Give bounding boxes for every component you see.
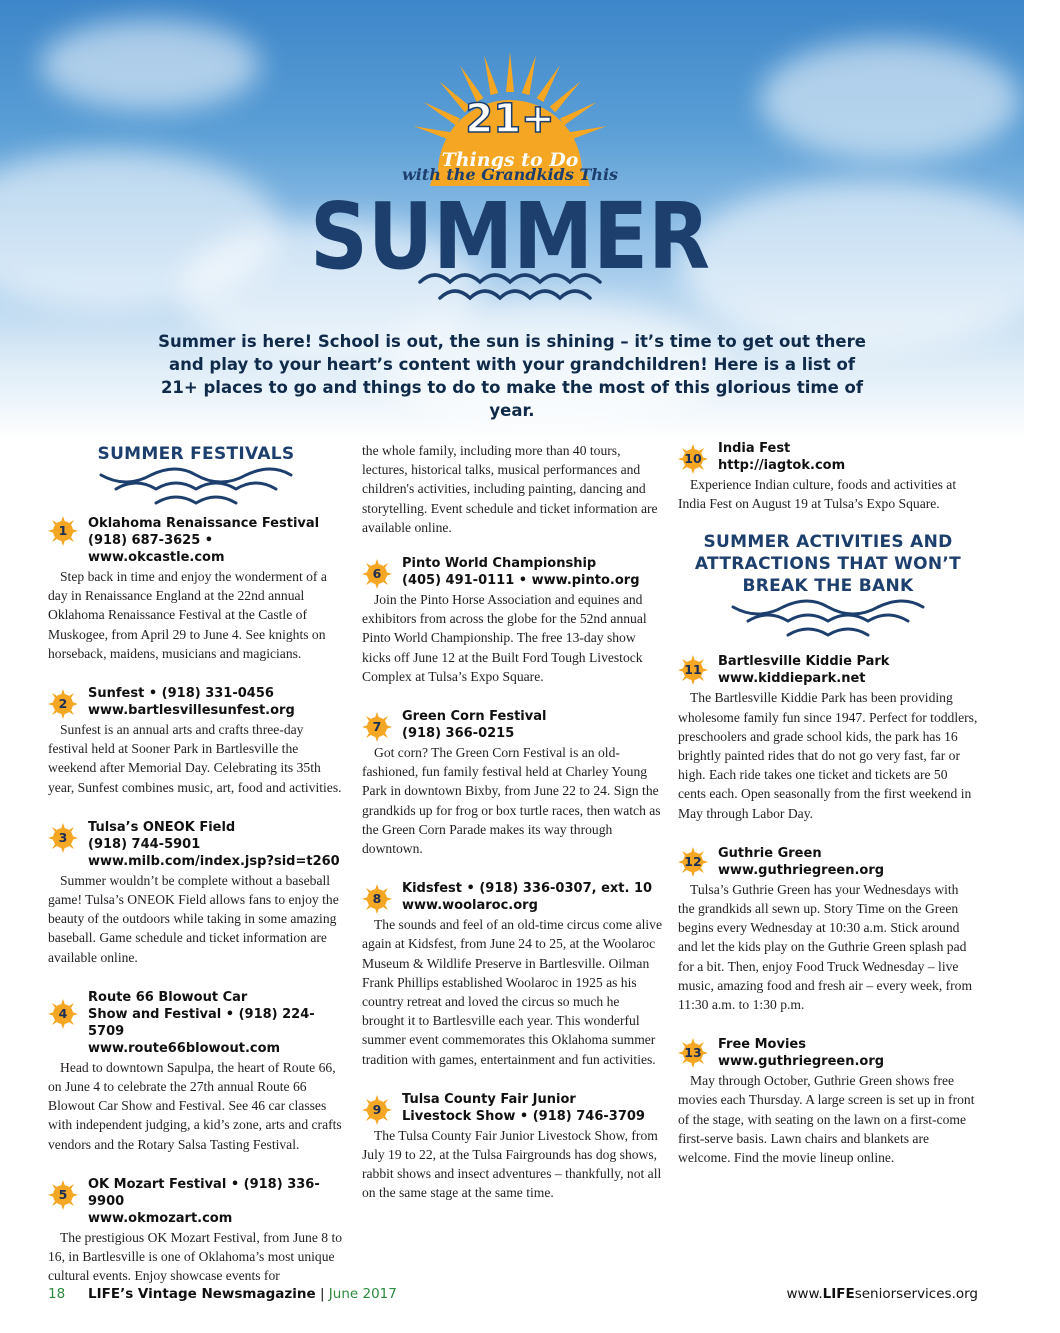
section-title-festivals: SUMMER FESTIVALS: [97, 444, 295, 464]
entry-contact: www.woolaroc.org: [402, 898, 538, 914]
sun-number-icon: 11: [678, 655, 708, 685]
entry-contact: Show and Festival • (918) 224-5709: [88, 1006, 315, 1039]
entry-4: [48, 989, 344, 1154]
entry-body: Step back in time and enjoy the wonderment of a day in Renaissance England at the 22nd annual Oklahoma Renaissance Festival at the Castle of Muskogee, from April 29 to June 4. See knights on horseback, maidens, musicians and magicians.: [48, 569, 327, 661]
entry-contact: (918) 366-0215: [402, 726, 515, 742]
sun-number-icon: 4: [48, 999, 78, 1029]
summer-logo: [300, 40, 720, 340]
sun-number-icon: 3: [48, 823, 78, 853]
entry-6: [362, 555, 662, 686]
sun-number-icon: 12: [678, 847, 708, 877]
entry-title: Green Corn Festival: [402, 709, 547, 725]
sun-number-icon: 10: [678, 444, 708, 474]
sun-number-icon: 8: [362, 884, 392, 914]
sun-number-icon: 1: [48, 516, 78, 546]
entry-title: India Fest: [718, 441, 791, 456]
entry-3: [48, 819, 344, 967]
entry-contact: www.okmozart.com: [88, 1210, 233, 1226]
entry-1: [48, 515, 344, 663]
entry-website: www.route66blowout.com: [88, 1040, 281, 1056]
continuation: [362, 441, 662, 537]
column-3: [678, 440, 978, 1189]
sun-number-icon: 2: [48, 689, 78, 719]
section-title-activities: SUMMER ACTIVITIES AND ATTRACTIONS THAT WON’T BREAK THE BANK: [694, 532, 962, 597]
entry-contact: www.guthriegreen.org: [718, 1054, 885, 1070]
entry-12: [678, 845, 978, 1014]
column-1: [48, 440, 344, 1307]
big-number: 21+: [465, 96, 555, 142]
entry-title: Sunfest • (918) 331-0456: [88, 686, 274, 702]
website-link[interactable]: www.LIFEseniorservices.org: [786, 1286, 978, 1302]
tagline: with the Grandkids This: [401, 165, 619, 184]
page-footer: [48, 1284, 978, 1304]
entry-8: [362, 880, 662, 1069]
entry-2: [48, 685, 344, 797]
entry-body: Experience Indian culture, foods and activities at India Fest on August 19 at Tulsa’s Expo Square.: [678, 477, 957, 512]
column-2: [362, 440, 662, 1225]
entry-body: Got corn? The Green Corn Festival is an old-fashioned, fun family festival held at Charley Young Park in downtown Bixby, from June 22 to 24. Sign the grandkids up for frog or box turtle races, then watch as the Green Corn Parade makes its way through downtown.: [362, 745, 661, 857]
entry-title: Free Movies: [718, 1037, 806, 1053]
entry-title: OK Mozart Festival • (918) 336-9900: [88, 1176, 320, 1209]
waves-icon: [96, 465, 296, 509]
entry-body: The Bartlesville Kiddie Park has been providing wholesome family fun since 1947. Perfect for toddlers, preschoolers and grade school kids, the park has 16 brightly painted rides that do not go very fast, far or high. Each ride takes one ticket and tickets are 50 cents each. Open seasonally from the first weekend in May through Labor Day.: [678, 690, 978, 821]
entry-contact: www.kiddiepark.net: [718, 671, 866, 687]
entry-7: [362, 708, 662, 858]
entry-title: Tulsa County Fair Junior: [402, 1091, 576, 1107]
entry-contact: (918) 744-5901: [88, 836, 201, 852]
entry-title: Guthrie Green: [718, 845, 822, 861]
sun-number-icon: 7: [362, 712, 392, 742]
entry-body: May through October, Guthrie Green shows free movies each Thursday. A large screen is set up in front of the stage, with seating on the lawn on a first-come first-serve basis. Lawn chairs and blankets are welcome. Find the movie lineup online.: [678, 1073, 975, 1166]
entry-body: Sunfest is an annual arts and crafts three-day festival held at Sooner Park in Bartlesville the weekend after Memorial Day. Celebrating its 35th year, Sunfest combines music, art, food and activities.: [48, 722, 342, 795]
subtitle: Things to Do: [441, 149, 579, 171]
sun-number-icon: 6: [362, 559, 392, 589]
sun-number-icon: 9: [362, 1095, 392, 1125]
waves-icon: [728, 597, 928, 641]
entry-13: [678, 1036, 978, 1167]
sun-number-icon: 13: [678, 1038, 708, 1068]
entry-10: [678, 440, 978, 513]
entry-title: Bartlesville Kiddie Park: [718, 654, 890, 670]
page-number: 18: [48, 1286, 66, 1302]
sky-header: [0, 0, 1024, 440]
entry-contact: www.bartlesvillesunfest.org: [88, 703, 295, 719]
sun-number-icon: 5: [48, 1180, 78, 1210]
entry-contact: www.guthriegreen.org: [718, 862, 885, 878]
entry-title: Route 66 Blowout Car: [88, 989, 248, 1005]
entry-body: Head to downtown Sapulpa, the heart of Route 66, on June 4 to celebrate the 27th annual Route 66 Blowout Car Show and Festival. See 46 car classes with independent judging, a kid’s zone, arts and crafts vendors and the Rotary Salsa Tasting Festival.: [48, 1059, 342, 1152]
entry-title: Kidsfest • (918) 336-0307, ext. 10: [402, 881, 653, 897]
entry-title: Tulsa’s ONEOK Field: [88, 819, 236, 835]
entry-title: Pinto World Championship: [402, 556, 597, 572]
entry-body: Join the Pinto Horse Association and equines and exhibitors from across the globe for the 52nd annual Pinto World Championship. The free 13-day show kicks off June 12 at the Built Ford Tough Livestock Complex at Tulsa’s Expo Square.: [362, 592, 647, 684]
entry-body: Summer wouldn’t be complete without a baseball game! Tulsa’s ONEOK Field allows fans to enjoy the beauty of the outdoors while taking in some amazing baseball. Game schedule and ticket information are available online.: [48, 872, 339, 965]
entry-body: The Tulsa County Fair Junior Livestock Show, from July 19 to 22, at the Tulsa Fairgrounds has dog shows, rabbit shows and insect adventures – thankfully, not all on the same stage at the same time.: [362, 1127, 662, 1201]
entry-5: [48, 1176, 344, 1286]
entry-body: Tulsa’s Guthrie Green has your Wednesdays with the grandkids all sewn up. Story Time on the Green begins every Wednesday at 10:30 a.m. Stick around and let the kids play on the Guthrie Green splash pad for a bit. Then, enjoy Food Truck Wednesday – live music, amazing food and fresh air – every week, from 11:30 a.m. to 1:30 p.m.: [678, 881, 973, 1013]
entry-11: [678, 653, 978, 822]
summer-title: SUMMER: [310, 183, 710, 290]
entry-contact: (918) 687-3625 • www.okcastle.com: [88, 533, 225, 565]
entry-contact: http://iagtok.com: [718, 458, 846, 473]
entry-title: Oklahoma Renaissance Festival: [88, 516, 320, 531]
entry-9: [362, 1091, 662, 1203]
entry-body: The sounds and feel of an old-time circus come alive again at Kidsfest, from June 24 to 25, at the Woolaroc Museum & Wildlife Preserve in Bartlesville. Oilman Frank Phillips established Woolaroc in 1925 as his country retreat and loved the circus so much he brought it to Bartlesville each year. This wonderful summer event commemorates this Oklahoma summer tradition with games, entertainment and fun activities.: [362, 917, 663, 1067]
entry-contact: (405) 491-0111 • www.pinto.org: [402, 573, 640, 589]
entry-contact: Livestock Show • (918) 746-3709: [402, 1108, 645, 1124]
entry-website: www.milb.com/index.jsp?sid=t260: [88, 853, 340, 869]
entry-body: The prestigious OK Mozart Festival, from June 8 to 16, in Bartlesville is one of Oklahoma’s most unique cultural events. Enjoy showcase events for: [48, 1229, 343, 1284]
magazine-name: LIFE’s Vintage Newsmagazine | June 2017: [88, 1286, 397, 1302]
entry-body-continued: the whole family, including more than 40 tours, lectures, historical talks, musical performances and children's activities, including painting, dancing and storytelling. Event schedule and ticket information are available online.: [362, 443, 658, 535]
intro-text: Summer is here! School is out, the sun is shining – it’s time to get out there and play to your heart’s content with your grandchildren! Here is a list of 21+ places to go and things to do to make the most of this glorious time of year.: [158, 332, 866, 420]
